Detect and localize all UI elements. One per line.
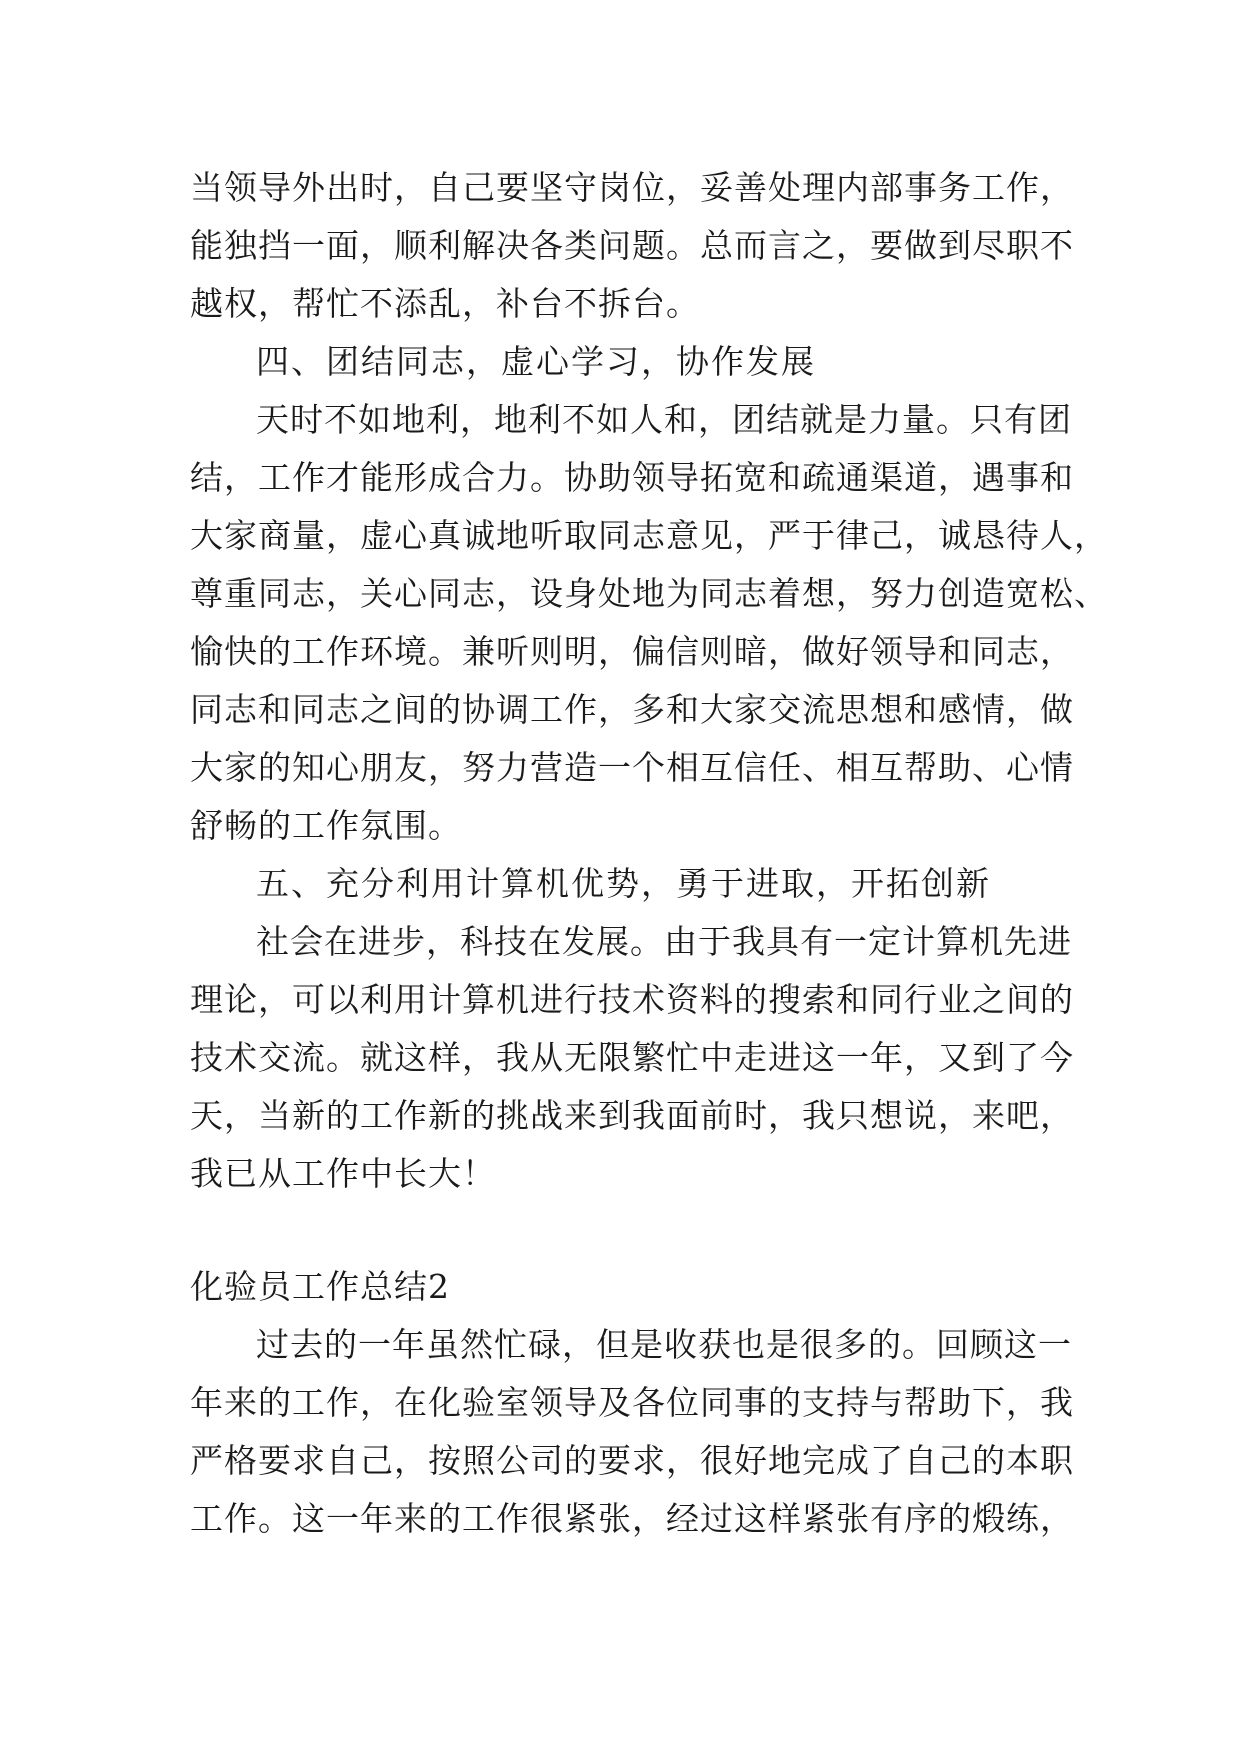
paragraph-line: 社会在进步，科技在发展。由于我具有一定计算机先进 bbox=[256, 922, 1072, 961]
paragraph-line: 大家商量，虚心真诚地听取同志意见，严于律己，诚恳待人， bbox=[190, 516, 1108, 555]
paragraph-line: 同志和同志之间的协调工作，多和大家交流思想和感情，做 bbox=[190, 690, 1074, 729]
paragraph-line: 严格要求自己，按照公司的要求，很好地完成了自己的本职 bbox=[190, 1441, 1074, 1480]
section-heading-4: 四、团结同志，虚心学习，协作发展 bbox=[256, 342, 816, 381]
paragraph-line: 大家的知心朋友，努力营造一个相互信任、相互帮助、心情 bbox=[190, 748, 1074, 787]
paragraph-line: 工作。这一年来的工作很紧张，经过这样紧张有序的煅练， bbox=[190, 1499, 1074, 1538]
paragraph-line: 舒畅的工作氛围。 bbox=[190, 806, 462, 845]
paragraph-line: 年来的工作，在化验室领导及各位同事的支持与帮助下，我 bbox=[190, 1383, 1074, 1422]
paragraph-line: 天时不如地利，地利不如人和，团结就是力量。只有团 bbox=[256, 400, 1072, 439]
document-section-title: 化验员工作总结2 bbox=[190, 1267, 450, 1306]
paragraph-line: 理论，可以利用计算机进行技术资料的搜索和同行业之间的 bbox=[190, 980, 1074, 1019]
paragraph-line: 尊重同志，关心同志，设身处地为同志着想，努力创造宽松、 bbox=[190, 574, 1108, 613]
paragraph-line: 愉快的工作环境。兼听则明，偏信则暗，做好领导和同志， bbox=[190, 632, 1074, 671]
paragraph-line: 天，当新的工作新的挑战来到我面前时，我只想说，来吧， bbox=[190, 1096, 1074, 1135]
paragraph-line: 技术交流。就这样，我从无限繁忙中走进这一年，又到了今 bbox=[190, 1038, 1074, 1077]
section-heading-5: 五、充分利用计算机优势，勇于进取，开拓创新 bbox=[256, 864, 991, 903]
paragraph-line: 能独挡一面，顺利解决各类问题。总而言之，要做到尽职不 bbox=[190, 226, 1074, 265]
paragraph-line: 当领导外出时，自己要坚守岗位，妥善处理内部事务工作， bbox=[190, 168, 1074, 207]
paragraph-line: 结，工作才能形成合力。协助领导拓宽和疏通渠道，遇事和 bbox=[190, 458, 1074, 497]
paragraph-line: 过去的一年虽然忙碌，但是收获也是很多的。回顾这一 bbox=[256, 1325, 1072, 1364]
paragraph-line: 我已从工作中长大！ bbox=[190, 1154, 496, 1193]
paragraph-line: 越权，帮忙不添乱，补台不拆台。 bbox=[190, 284, 700, 323]
